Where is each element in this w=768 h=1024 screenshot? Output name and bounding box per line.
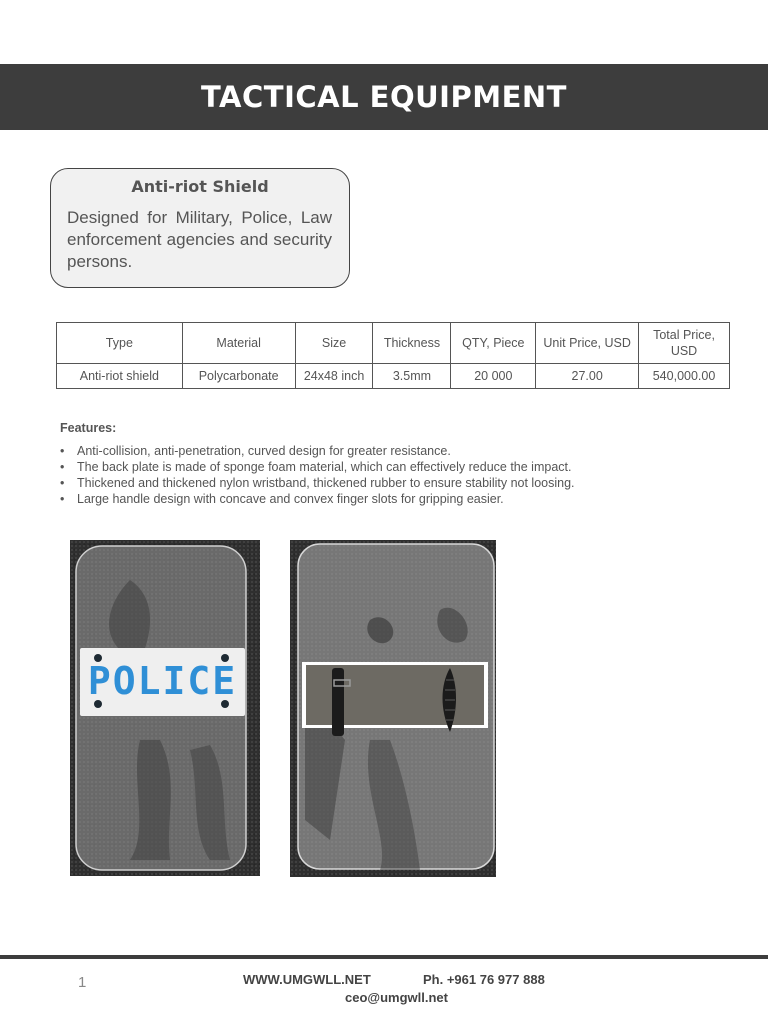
shield-front-illustration [70,540,260,876]
table-header-cell: Type [57,323,183,364]
page-header [0,64,768,130]
list-item: • Thickened and thickened nylon wristband, thickened rubber to ensure stability not loosing. [60,475,575,491]
table-cell: 27.00 [536,364,639,389]
shield-back-photo [290,540,496,877]
footer-website: WWW.UMGWLL.NET [243,972,371,987]
list-item: • Large handle design with concave and convex finger slots for gripping easier. [60,491,575,507]
table-cell: Anti-riot shield [57,364,183,389]
footer-divider [0,955,768,959]
spec-table [56,322,730,389]
page-number: 1 [78,974,87,991]
shield-front-photo [70,540,260,876]
table-cell: 540,000.00 [639,364,730,389]
list-item: • Anti-collision, anti-penetration, curved design for greater resistance. [60,443,575,459]
product-title: Anti-riot Shield [131,177,269,196]
features-list [60,443,575,507]
product-description: Designed for Military, Police, Law enforcement agencies and security persons. [67,208,332,271]
table-cell: 3.5mm [373,364,451,389]
table-cell: Polycarbonate [182,364,295,389]
product-card [50,168,350,288]
page-title: TACTICAL EQUIPMENT [201,80,567,114]
features-title: Features: [60,421,117,435]
table-header-cell: QTY, Piece [451,323,536,364]
shield-back-illustration [290,540,496,877]
table-header-cell: Thickness [373,323,451,364]
spec-table-header-row [57,323,730,364]
footer-phone: Ph. +961 76 977 888 [423,972,545,987]
table-cell: 20 000 [451,364,536,389]
table-row [57,364,730,389]
table-header-cell: Material [182,323,295,364]
table-header-cell: Total Price, USD [639,323,730,364]
list-item: • The back plate is made of sponge foam material, which can effectively reduce the impact. [60,459,575,475]
footer-email: ceo@umgwll.net [345,990,448,1005]
table-cell: 24x48 inch [295,364,373,389]
table-header-cell: Size [295,323,373,364]
police-label: POLICE [87,659,238,703]
table-header-cell: Unit Price, USD [536,323,639,364]
